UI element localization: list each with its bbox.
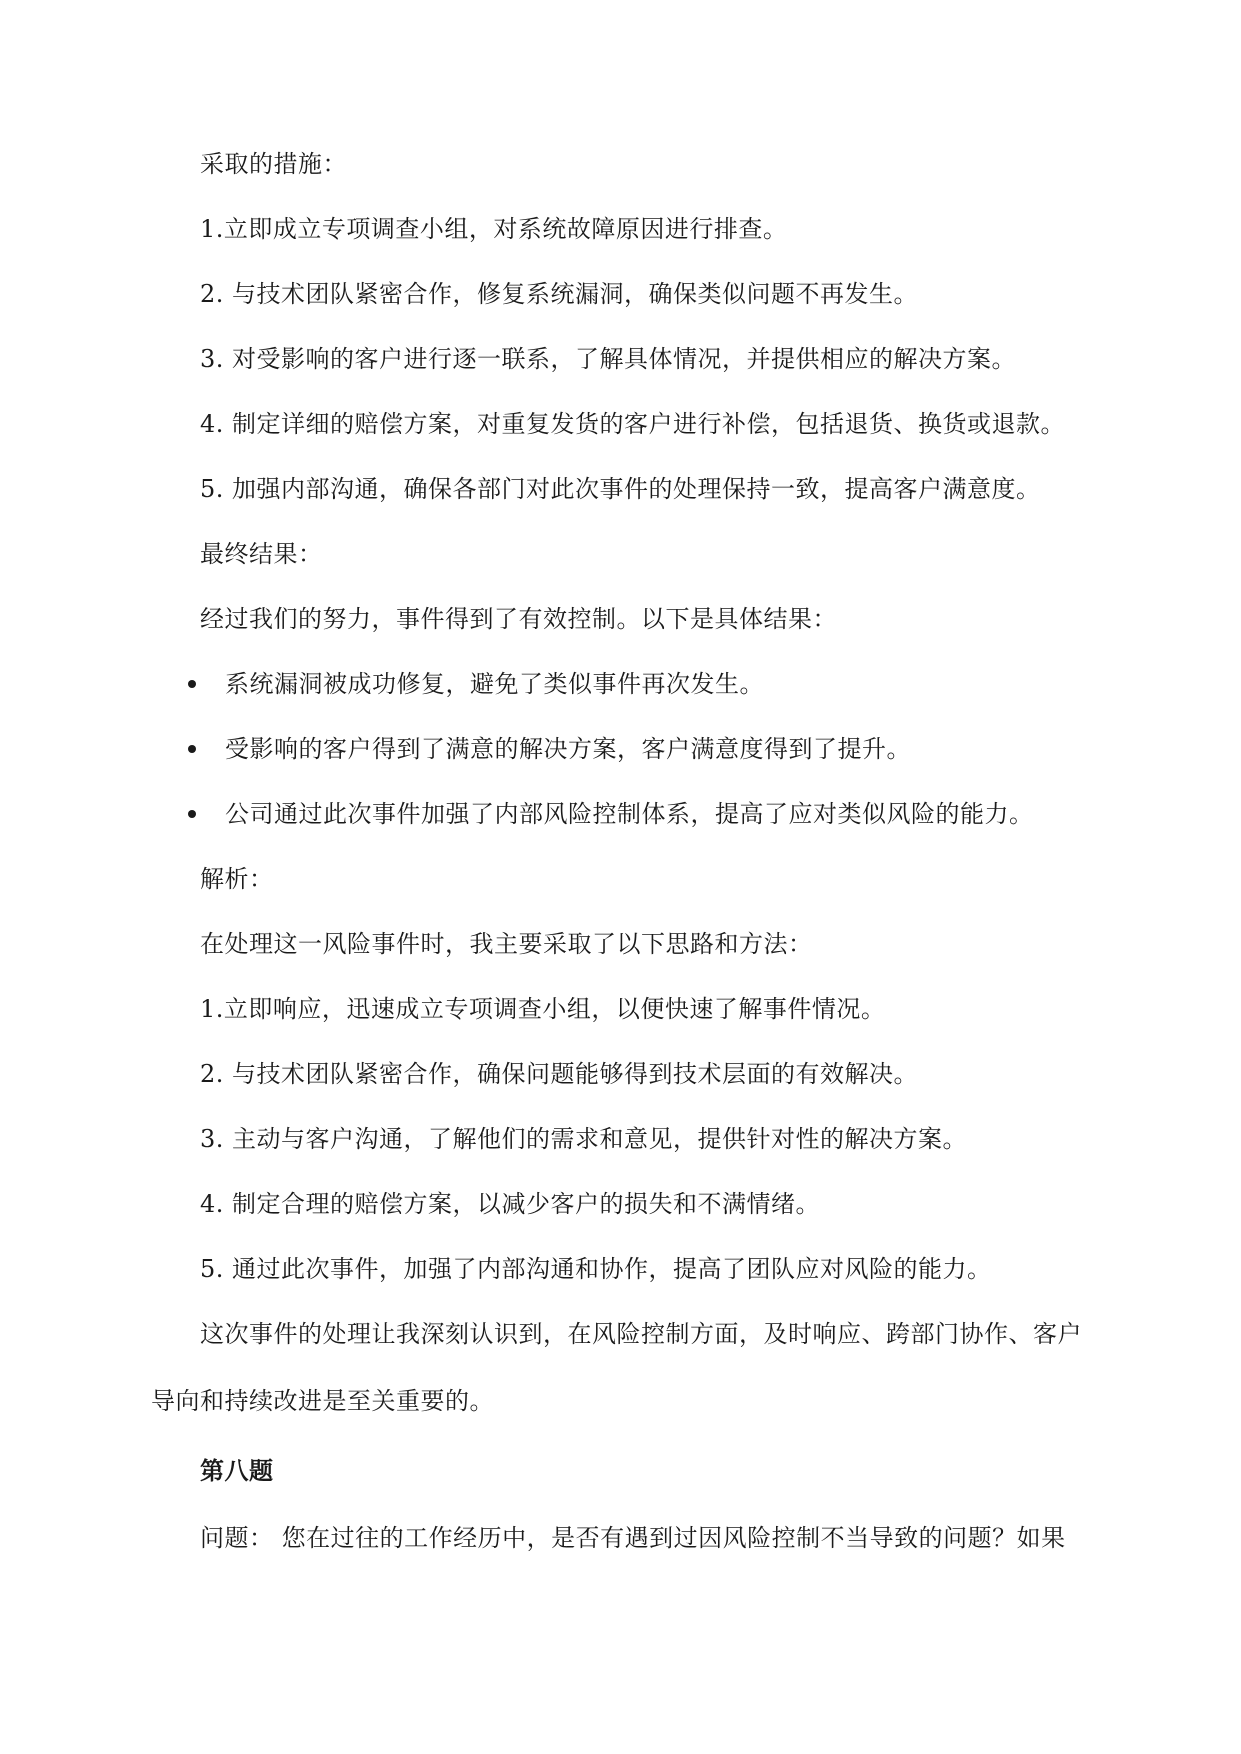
analysis-intro: 在处理这一风险事件时，我主要采取了以下思路和方法： — [200, 930, 813, 958]
conclusion-line-1: 这次事件的处理让我深刻认识到，在风险控制方面，及时响应、跨部门协作、客户 — [200, 1320, 1082, 1348]
bullet-icon — [188, 745, 196, 753]
result-item-3: 公司通过此次事件加强了内部风险控制体系，提高了应对类似风险的能力。 — [225, 800, 1034, 828]
bullet-icon — [188, 810, 196, 818]
measure-item-2: 2. 与技术团队紧密合作，修复系统漏洞，确保类似问题不再发生。 — [200, 280, 919, 308]
bullet-icon — [188, 680, 196, 688]
analysis-heading: 解析： — [200, 865, 274, 893]
analysis-item-3: 3. 主动与客户沟通，了解他们的需求和意见，提供针对性的解决方案。 — [200, 1125, 968, 1153]
analysis-item-2: 2. 与技术团队紧密合作，确保问题能够得到技术层面的有效解决。 — [200, 1060, 919, 1088]
result-item-2: 受影响的客户得到了满意的解决方案，客户满意度得到了提升。 — [225, 735, 911, 763]
conclusion-line-2: 导向和持续改进是至关重要的。 — [151, 1387, 494, 1415]
section-title: 第八题 — [200, 1457, 274, 1485]
result-heading: 最终结果： — [200, 540, 323, 568]
measure-item-4: 4. 制定详细的赔偿方案，对重复发货的客户进行补偿，包括退货、换货或退款。 — [200, 410, 1066, 438]
measure-item-3: 3. 对受影响的客户进行逐一联系，了解具体情况，并提供相应的解决方案。 — [200, 345, 1017, 373]
question-text: 问题： 您在过往的工作经历中，是否有遇到过因风险控制不当导致的问题？如果 — [200, 1524, 1066, 1552]
analysis-item-5: 5. 通过此次事件，加强了内部沟通和协作，提高了团队应对风险的能力。 — [200, 1255, 992, 1283]
analysis-item-1: 1.立即响应，迅速成立专项调查小组，以便快速了解事件情况。 — [200, 995, 886, 1023]
measure-item-1: 1.立即成立专项调查小组，对系统故障原因进行排查。 — [200, 215, 788, 243]
measures-heading: 采取的措施： — [200, 150, 347, 178]
measure-item-5: 5. 加强内部沟通，确保各部门对此次事件的处理保持一致，提高客户满意度。 — [200, 475, 1041, 503]
result-intro: 经过我们的努力，事件得到了有效控制。以下是具体结果： — [200, 605, 837, 633]
analysis-item-4: 4. 制定合理的赔偿方案，以减少客户的损失和不满情绪。 — [200, 1190, 821, 1218]
result-item-1: 系统漏洞被成功修复，避免了类似事件再次发生。 — [225, 670, 764, 698]
